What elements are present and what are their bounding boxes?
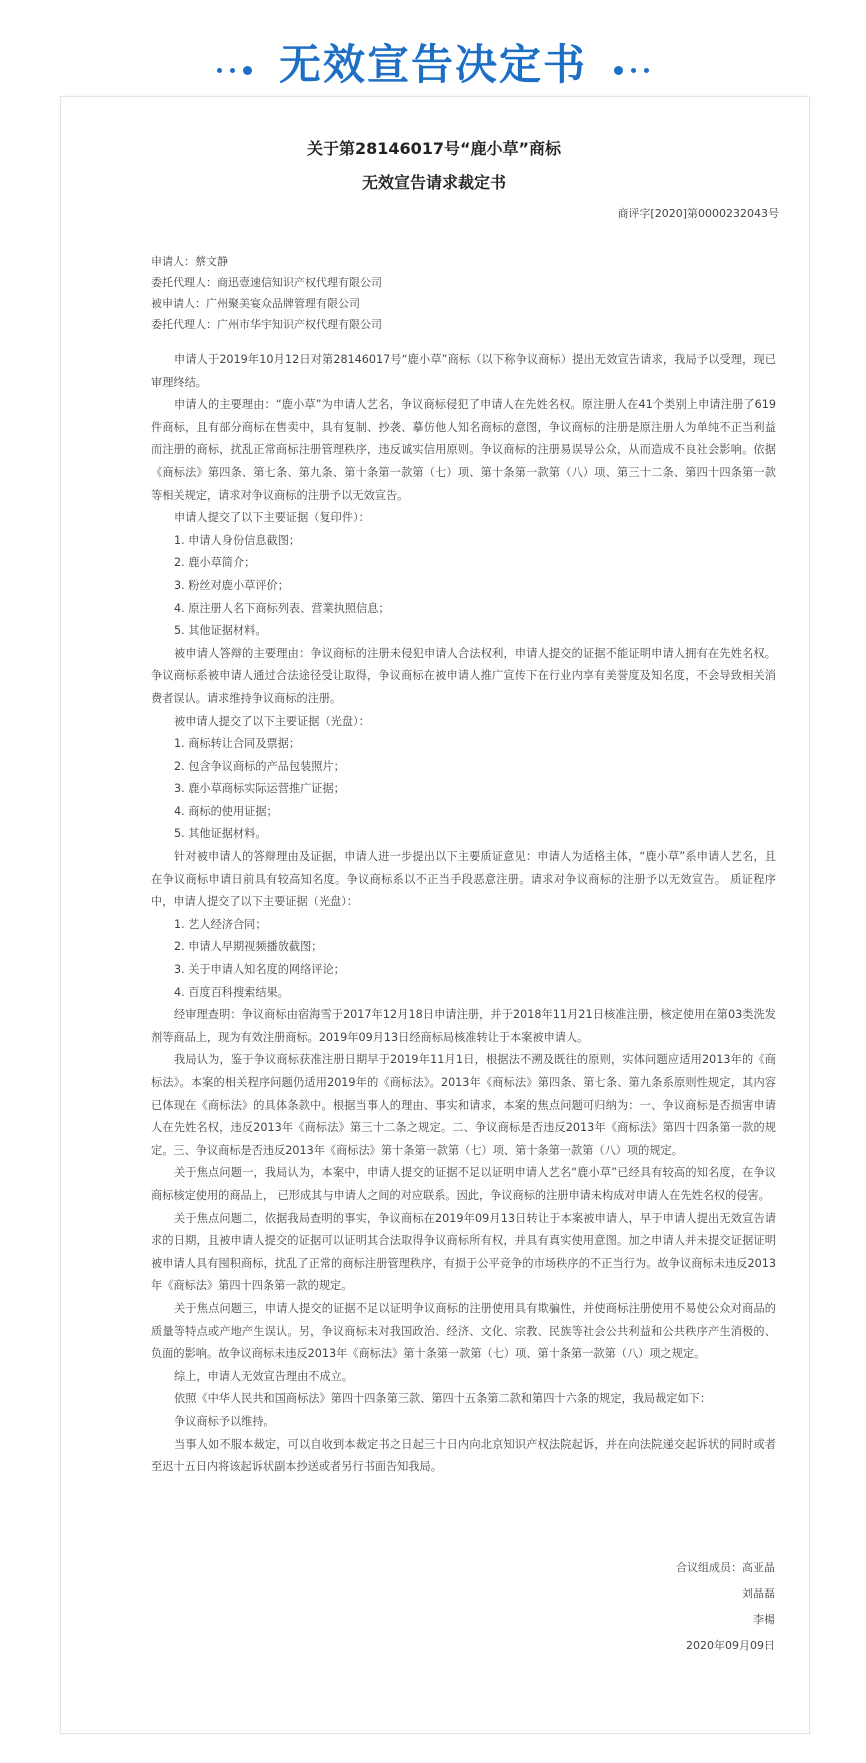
decorative-dots-left [213,60,256,70]
party-respondent: 被申请人：广州聚美宴众品牌管理有限公司 [151,297,360,310]
body-paragraph: 1. 商标转让合同及票据； [174,737,301,751]
page-banner [0,0,866,98]
body-paragraph: 1. 艺人经济合同； [174,917,267,931]
document-sheet [60,96,810,1734]
body-paragraph: 3. 关于申请人知名度的网络评论； [174,963,345,977]
body-paragraph: 申请人提交了以下主要证据（复印件）： [174,511,370,525]
banner-title: 无效宣告决定书 [278,40,587,89]
body-paragraph: 2. 申请人早期视频播放截图； [174,940,323,954]
body-paragraph: 经审理查明：争议商标由宿海雪于2017年12月18日申请注册，并于2018年11月21日核准注册，核定使用在第03类洗发剂等商品上，现为有效注册商标。2019年09月13日经商标局核准转让于本案被申请人。 [151,1008,776,1044]
body-paragraph: 4. 原注册人名下商标列表、营業执照信息； [174,601,390,615]
body-paragraph: 2. 包含争议商标的产品包装照片； [174,759,345,773]
body-paragraph: 关于焦点问题二，依据我局查明的事实，争议商标在2019年09月13日转让于本案被申请人，早于申请人提出无效宣告请求的日期，且被申请人提交的证据可以证明其合法取得争议商标所有权，并具有真实使用意图。加之申请人并未提交证据证明被申请人具有囤积商标，扰乱了正常的商标注册管理秩序，有损于公平竞争的市场秩序的不正当行为。故争议商标未违反2013年《商标法》第四十四条第一款的规定。 [151,1211,776,1293]
signature-name-2: 李楊 [753,1613,775,1626]
body-paragraph: 3. 鹿小草商标实际运营推广证据； [174,782,345,796]
party-applicant-agent: 委托代理人：商迅壹速信知识产权代理有限公司 [151,276,382,289]
panel-members: 合议组成员：高亚晶 [676,1561,775,1574]
decision-date: 2020年09月09日 [686,1639,775,1652]
parties-list [151,251,771,335]
body-paragraph: 5. 其他证据材料。 [174,624,267,638]
body-paragraph: 2. 鹿小草简介； [174,556,256,570]
body-paragraph: 依照《中华人民共和国商标法》第四十四条第三款、第四十五条第二款和第四十六条的规定，我局裁定如下： [174,1392,712,1406]
document-title-line-1: 关于第28146017号“鹿小草”商标 [306,139,562,158]
signature-block [676,1555,775,1659]
body-paragraph: 5. 其他证据材料。 [174,827,267,841]
body-paragraph: 被申请人答辩的主要理由：争议商标的注册未侵犯申请人合法权利，申请人提交的证据不能证明申请人拥有在先姓名权。争议商标系被申请人通过合法途径受让取得，争议商标在被申请人推广宣传下在行业内享有美誉度及知名度，不会导致相关消费者误认。请求维持争议商标的注册。 [151,646,776,705]
body-paragraph: 针对被申请人的答辩理由及证据，申请人进一步提出以下主要质证意见：申请人为适格主体，“鹿小草”系申请人艺名，且在争议商标申请日前具有较高知名度。争议商标系以不正当手段恶意注册。请求对争议商标的注册予以无效宣告。 质证程序中，申请人提交了以下主要证据（光盘）： [151,850,776,909]
body-paragraph: 综上，申请人无效宣告理由不成立。 [174,1369,354,1383]
party-applicant: 申请人：蔡文静 [151,255,228,268]
body-paragraph: 被申请人提交了以下主要证据（光盘）： [174,714,370,728]
document-body [151,349,776,1479]
body-paragraph: 当事人如不服本裁定，可以自收到本裁定书之日起三十日内向北京知识产权法院起诉，并在向法院递交起诉状的同时或者至迟十五日内将该起诉状副本抄送或者另行书面告知我局。 [151,1437,776,1474]
signature-name-1: 刘晶磊 [742,1587,775,1600]
body-paragraph: 关于焦点问题一，我局认为，本案中，申请人提交的证据不足以证明申请人艺名“鹿小草”已经具有较高的知名度，在争议商标核定使用的商品上， 已形成其与申请人之间的对应联系。因此，争议商标的注册申请未构成对申请人在先姓名权的侵害。 [151,1166,776,1202]
body-paragraph: 申请人于2019年10月12日对第28146017号“鹿小草”商标（以下称争议商标）提出无效宣告请求，我局予以受理，现已审理终结。 [151,353,776,389]
body-paragraph: 4. 商标的使用证据； [174,804,278,818]
body-paragraph: 申请人的主要理由：“鹿小草”为申请人艺名，争议商标侵犯了申请人在先姓名权。原注册人在41个类别上申请注册了619件商标，且有部分商标在售卖中，具有复制、抄袭、摹仿他人知名商标的意图，争议商标的注册是原注册人为单纯不正当利益而注册的商标，扰乱正常商标注册管理秩序，违反诚实信用原则。争议商标的注册易误导公众，从而造成不良社会影响。依据《商标法》第四条、第七条、第九条、第十条第一款第（七）项、第十条第一款第（八）项、第三十二条、第四十四条第一款等相关规定，请求对争议商标的注册予以无效宣告。 [151,398,776,502]
decorative-dots-right [610,60,653,70]
body-paragraph: 我局认为，鉴于争议商标获准注册日期早于2019年11月1日，根据法不溯及既往的原则，实体问题应适用2013年的《商标法》。本案的相关程序问题仍适用2019年的《商标法》。2013年《商标法》第四条、第七条、第九条系原则性规定，其内容已体现在《商标法》的具体条款中。根据当事人的理由、事实和请求，本案的焦点问题可归纳为：一、争议商标是否损害申请人在先姓名权，违反2013年《商标法》第三十二条之规定。二、争议商标是否违反2013年《商标法》第四十四条第一款的规定。三、争议商标是否违反2013年《商标法》第十条第一款第（七）项、第十条第一款第（八）项的规定。 [151,1053,776,1157]
body-paragraph: 4. 百度百科搜索结果。 [174,985,289,999]
document-number: 商评字[2020]第0000232043号 [617,207,779,220]
body-paragraph: 关于焦点问题三，申请人提交的证据不足以证明争议商标的注册使用具有欺骗性，并使商标注册使用不易使公众对商品的质量等特点或产地产生误认。另，争议商标未对我国政治、经济、文化、宗教、民族等社会公共利益和公共秩序产生消极的、负面的影响。故争议商标未违反2013年《商标法》第十条第一款第（七）项、第十条第一款第（八）项之规定。 [151,1301,776,1361]
body-paragraph: 3. 粉丝对鹿小草评价； [174,578,289,592]
party-respondent-agent: 委托代理人：广州市华宇知识产权代理有限公司 [151,318,382,331]
document-title-line-2: 无效宣告请求裁定书 [361,173,506,192]
body-paragraph: 争议商标予以维持。 [174,1414,275,1428]
body-paragraph: 1. 申请人身份信息截图； [174,533,301,547]
